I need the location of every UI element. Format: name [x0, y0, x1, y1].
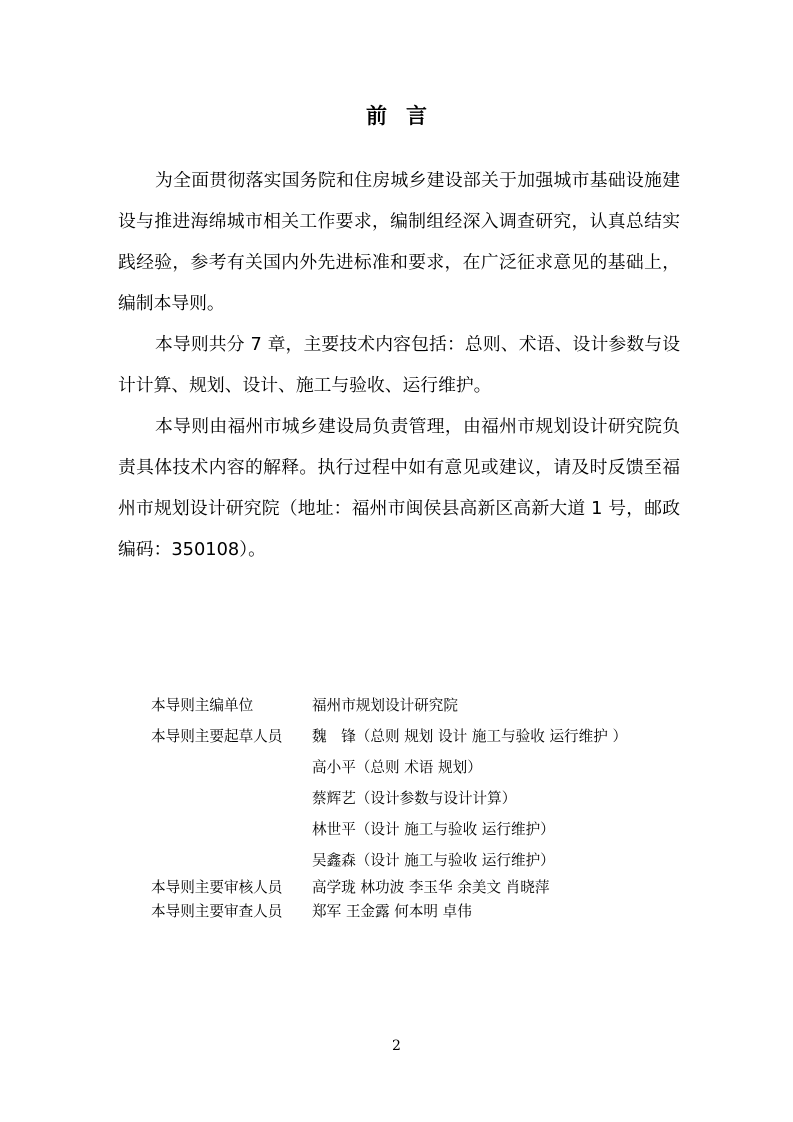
preface-body: [118, 160, 680, 570]
credit-row: [151, 783, 711, 814]
credit-value: 魏 锋（总则 规划 设计 施工与验收 运行维护 ）: [312, 728, 628, 745]
credit-label: 本导则主要起草人员: [151, 728, 283, 745]
credit-label: [151, 783, 312, 814]
credit-value: 高小平（总则 术语 规划）: [312, 759, 482, 776]
credit-row: [151, 876, 711, 900]
preface-paragraph: 为全面贯彻落实国务院和住房城乡建设部关于加强城市基础设施建设与推进海绵城市相关工作要求，编制组经深入调查研究，认真总结实践经验，参考有关国内外先进标准和要求，在广泛征求意见的基础上，编制本导则。: [118, 170, 680, 314]
credits-list: [151, 690, 711, 924]
credit-label: [151, 845, 312, 876]
credit-value: 蔡辉艺（设计参数与设计计算）: [312, 790, 517, 807]
credit-value: 郑军 王金露 何本明 卓伟: [312, 903, 472, 920]
credit-row: [151, 752, 711, 783]
page-number: 2: [392, 1038, 401, 1054]
credit-label: 本导则主编单位: [151, 697, 254, 714]
credit-row: [151, 690, 711, 721]
credit-value: 高学珑 林功波 李玉华 余美文 肖晓萍: [312, 879, 550, 896]
credit-value: 吴鑫森（设计 施工与验收 运行维护）: [312, 852, 555, 869]
preface-paragraph: 本导则共分 7 章，主要技术内容包括：总则、术语、设计参数与设计计算、规划、设计、施工与验收、运行维护。: [118, 334, 680, 396]
preface-paragraph: 本导则由福州市城乡建设局负责管理，由福州市规划设计研究院负责具体技术内容的解释。执行过程中如有意见或建议，请及时反馈至福州市规划设计研究院（地址：福州市闽侯县高新区高新大道 1 号，邮政编码：350108）。: [118, 416, 680, 560]
credit-row: [151, 721, 711, 752]
credit-label: 本导则主要审核人员: [151, 879, 283, 896]
credit-row: [151, 900, 711, 924]
credit-value: 福州市规划设计研究院: [312, 697, 458, 714]
credit-row: [151, 845, 711, 876]
credit-label: 本导则主要审查人员: [151, 903, 283, 920]
credit-row: [151, 814, 711, 845]
credit-label: [151, 814, 312, 845]
credit-value: 林世平（设计 施工与验收 运行维护）: [312, 821, 555, 838]
credit-label: [151, 752, 312, 783]
page-title: 前言: [366, 104, 446, 128]
